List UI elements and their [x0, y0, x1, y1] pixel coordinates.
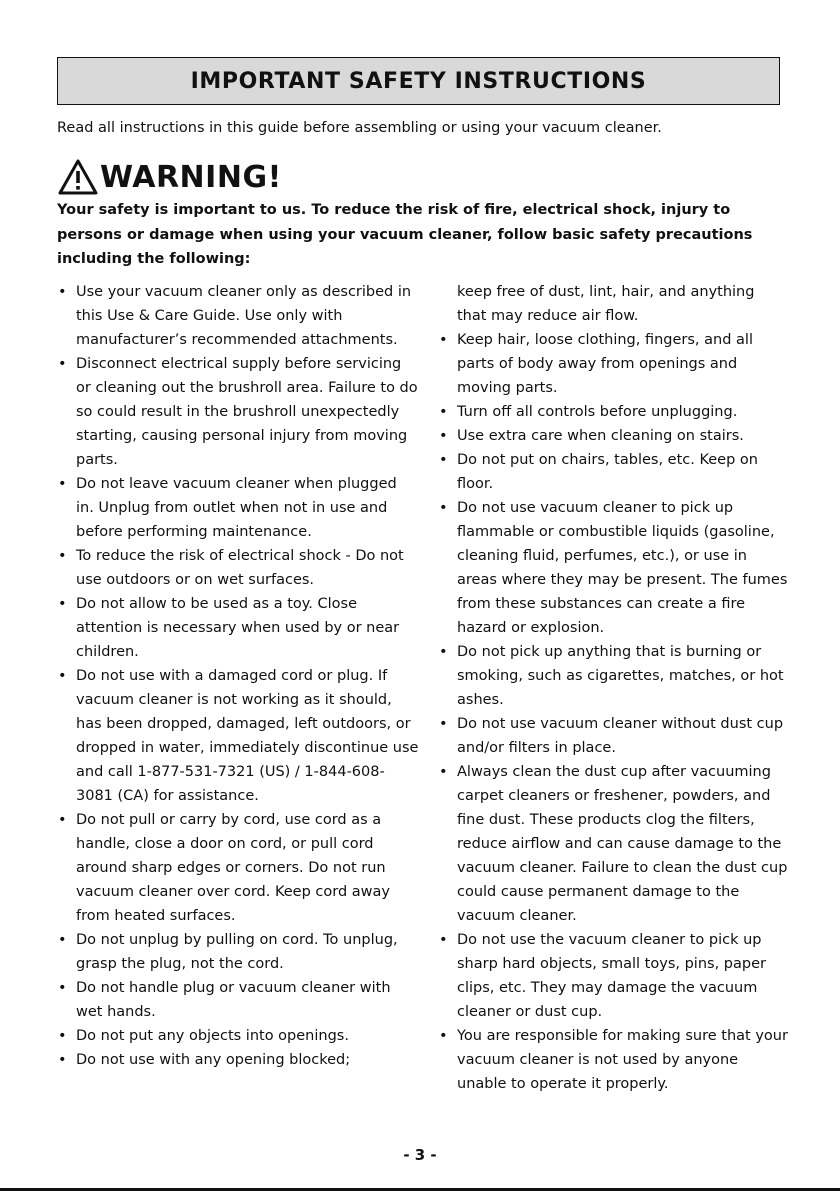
list-item: • Do not use with a damaged cord or plug. If vacuum cleaner is not working as it should, has been dropped, damaged, left outdoors, or dropped in water, immediately discontinue use and call 1-877-531-7321 (US) / 1-844-608-3081 (CA) for assistance.	[57, 664, 419, 808]
page-number: - 3 -	[403, 1146, 437, 1164]
title-banner	[57, 57, 780, 105]
list-item: • Turn off all controls before unplugging.	[438, 400, 788, 424]
list-item: • Do not allow to be used as a toy. Close attention is necessary when used by or near children.	[57, 592, 419, 664]
list-item-continuation: keep free of dust, lint, hair, and anything that may reduce air flow.	[457, 284, 755, 324]
list-item: • Do not use with any opening blocked;	[57, 1048, 419, 1072]
lead-paragraph: Your safety is important to us. To reduce the risk of fire, electrical shock, injury to persons or damage when using your vacuum cleaner, follow basic safety precautions including the following:	[57, 202, 753, 267]
warning-triangle-icon	[57, 158, 99, 196]
list-item: • Do not put any objects into openings.	[57, 1024, 419, 1048]
list-item: • Do not use vacuum cleaner without dust cup and/or filters in place.	[438, 712, 788, 760]
warning-label: WARNING!	[100, 159, 282, 195]
list-item: • Do not pull or carry by cord, use cord as a handle, close a door on cord, or pull cord around sharp edges or corners. Do not run vacuum cleaner over cord. Keep cord away from heated surfaces.	[57, 808, 419, 928]
list-item: • Do not unplug by pulling on cord. To unplug, grasp the plug, not the cord.	[57, 928, 419, 976]
list-item: • Use extra care when cleaning on stairs.	[438, 424, 788, 448]
list-item: • Do not handle plug or vacuum cleaner with wet hands.	[57, 976, 419, 1024]
intro-text: Read all instructions in this guide before assembling or using your vacuum cleaner.	[57, 120, 662, 136]
list-item: • Disconnect electrical supply before servicing or cleaning out the brushroll area. Failure to do so could result in the brushroll unexpectedly starting, causing personal injury from moving parts.	[57, 352, 419, 472]
list-item: • Do not put on chairs, tables, etc. Keep on floor.	[438, 448, 788, 496]
warning-heading	[57, 158, 282, 196]
page-title: IMPORTANT SAFETY INSTRUCTIONS	[190, 68, 647, 94]
list-item: • Do not use the vacuum cleaner to pick up sharp hard objects, small toys, pins, paper clips, etc. They may damage the vacuum cleaner or dust cup.	[438, 928, 788, 1024]
list-item: • Do not pick up anything that is burning or smoking, such as cigarettes, matches, or hot ashes.	[438, 640, 788, 712]
safety-list-right	[438, 280, 788, 1096]
list-item: • Keep hair, loose clothing, fingers, and all parts of body away from openings and moving parts.	[438, 328, 788, 400]
list-item: • Use your vacuum cleaner only as described in this Use & Care Guide. Use only with manufacturer’s recommended attachments.	[57, 280, 419, 352]
list-item: • You are responsible for making sure that your vacuum cleaner is not used by anyone unable to operate it properly.	[438, 1024, 788, 1096]
list-item: • Do not use vacuum cleaner to pick up flammable or combustible liquids (gasoline, cleaning fluid, perfumes, etc.), or use in areas where they may be present. The fumes from these substances can create a fire hazard or explosion.	[438, 496, 788, 640]
list-item: • To reduce the risk of electrical shock - Do not use outdoors or on wet surfaces.	[57, 544, 419, 592]
list-item: • Always clean the dust cup after vacuuming carpet cleaners or freshener, powders, and fine dust. These products clog the filters, reduce airflow and can cause damage to the vacuum cleaner. Failure to clean the dust cup could cause permanent damage to the vacuum cleaner.	[438, 760, 788, 928]
safety-list-left	[57, 280, 419, 1072]
list-item: • Do not leave vacuum cleaner when plugged in. Unplug from outlet when not in use and before performing maintenance.	[57, 472, 419, 544]
